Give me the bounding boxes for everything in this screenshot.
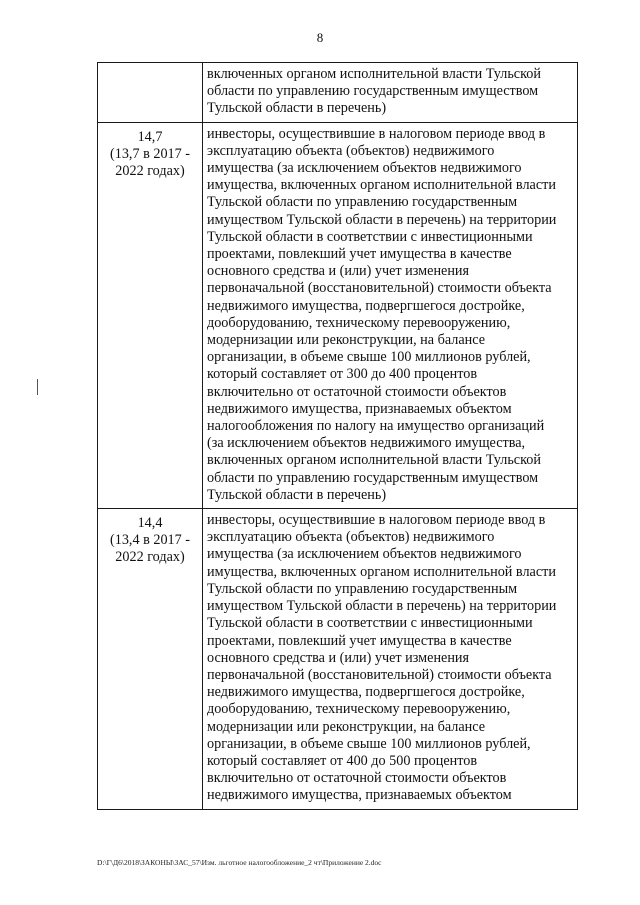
description-line: включительно от остаточной стоимости объектов (207, 383, 507, 400)
description-line: первоначальной (восстановительной) стоимости объекта (207, 280, 552, 297)
description-line: Тульской области по управлению государственным (207, 580, 518, 597)
margin-mark (37, 379, 38, 395)
description-line: недвижимого имущества, признаваемых объектом (207, 400, 512, 417)
table-row (98, 509, 578, 809)
description-line: (за исключением объектов недвижимого имущества, (207, 435, 526, 452)
description-line: области по управлению государственным имуществом (207, 469, 539, 486)
description-line: модернизации или реконструкции, на балансе (207, 718, 485, 735)
description-line: инвесторы, осуществившие в налоговом периоде ввод в (207, 512, 546, 529)
rate-period-note: (13,7 в 2017 - 2022 годах) (110, 145, 190, 180)
description-line: проектами, повлекший учет имущества в качестве (207, 246, 512, 263)
description-line: организации, в объеме свыше 100 миллионов рублей, (207, 735, 531, 752)
tax-rate-table-body (98, 63, 578, 810)
description-line: эксплуатацию объекта (объектов) недвижимого (207, 142, 495, 159)
description-line: эксплуатацию объекта (объектов) недвижимого (207, 529, 495, 546)
rate-value: 14,4 (137, 515, 163, 532)
description-line: включительно от остаточной стоимости объектов (207, 770, 507, 787)
description-line: Тульской области по управлению государственным (207, 194, 518, 211)
description-line: имущества, включенных органом исполнительной власти (207, 177, 556, 194)
description-line: модернизации или реконструкции, на балансе (207, 332, 485, 349)
description-line: Тульской области в перечень) (207, 100, 387, 117)
description-line: дооборудованию, техническому перевооружению, (207, 314, 511, 331)
page-number: 8 (316, 30, 324, 45)
rate-period-note: (13,4 в 2017 - 2022 годах) (110, 532, 190, 566)
footer-file-path: D:\Г\Д6\2018\ЗАКОНЫ\ЗАС_57\Изм. льготное налогообложение_2 чт\Приложение 2.doc (97, 858, 382, 867)
rate-cell (98, 63, 203, 123)
description-line: который составляет от 400 до 500 процентов (207, 752, 478, 769)
description-line: налогообложения по налогу на имущество организаций (207, 418, 545, 435)
description-line: недвижимого имущества, подвергшегося достройке, (207, 684, 525, 701)
description-line: инвесторы, осуществившие в налоговом периоде ввод в (207, 125, 546, 142)
rate-cell (98, 509, 203, 809)
description-line: организации, в объеме свыше 100 миллионов рублей, (207, 349, 531, 366)
description-line: первоначальной (восстановительной) стоимости объекта (207, 666, 552, 683)
taxpayer-category-cell (203, 122, 578, 508)
description-line: области по управлению государственным имуществом (207, 83, 539, 100)
description-line: недвижимого имущества, подвергшегося достройке, (207, 297, 525, 314)
description-line: имуществом Тульской области в перечень) на территории (207, 598, 557, 615)
description-line: который составляет от 300 до 400 процентов (207, 366, 478, 383)
description-line: Тульской области в соответствии с инвестиционными (207, 615, 533, 632)
description-line: включенных органом исполнительной власти Тульской (207, 66, 541, 82)
tax-rate-table (97, 62, 578, 810)
taxpayer-category-cell (203, 63, 578, 123)
description-line: имуществом Тульской области в перечень) на территории (207, 211, 557, 228)
rate-value: 14,7 (137, 128, 163, 145)
description-line: Тульской области в перечень) (207, 486, 387, 503)
description-line: имущества, включенных органом исполнительной власти (207, 563, 556, 580)
description-line: имущества (за исключением объектов недвижимого (207, 546, 522, 563)
table-row (98, 63, 578, 123)
description-line: дооборудованию, техническому перевооружению, (207, 701, 511, 718)
description-line: основного средства и (или) учет изменения (207, 649, 470, 666)
description-line: включенных органом исполнительной власти Тульской (207, 452, 541, 469)
description-line: Тульской области в соответствии с инвестиционными (207, 228, 533, 245)
description-line: имущества (за исключением объектов недвижимого (207, 160, 522, 177)
description-line: проектами, повлекший учет имущества в качестве (207, 632, 512, 649)
description-line: недвижимого имущества, признаваемых объектом (207, 787, 512, 804)
taxpayer-category-cell (203, 509, 578, 809)
table-row (98, 122, 578, 508)
description-line: основного средства и (или) учет изменения (207, 263, 470, 280)
rate-cell (98, 122, 203, 508)
